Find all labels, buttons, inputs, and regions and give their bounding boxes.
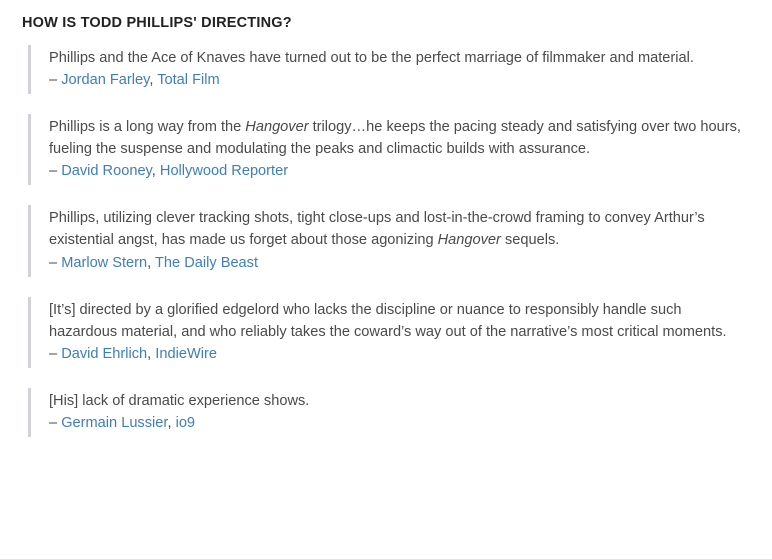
list-item (28, 114, 752, 185)
quote-list (22, 45, 752, 437)
quote-text-part: sequels. (500, 232, 560, 249)
attribution-publication-link[interactable]: IndieWire (155, 345, 217, 362)
attribution-publication-link[interactable]: The Daily Beast (155, 254, 259, 271)
quote-attribution (49, 70, 752, 92)
attribution-dash: – (49, 163, 58, 180)
attribution-separator: , (147, 254, 152, 271)
list-item (28, 45, 752, 94)
quote-text-italic: Hangover (437, 232, 501, 249)
list-item (28, 205, 752, 276)
quote-attribution (49, 253, 752, 275)
attribution-separator: , (167, 414, 172, 431)
list-item (28, 297, 752, 368)
quote-text-part: trilogy…he keeps the pacing steady and satisfying over two hours, fueling the suspense and modulating the peaks and climactic builds with assurance. (49, 119, 741, 158)
attribution-author-link[interactable]: Jordan Farley (61, 72, 150, 89)
attribution-dash: – (49, 72, 58, 89)
attribution-author-link[interactable]: Marlow Stern (61, 254, 148, 271)
attribution-publication-link[interactable]: Hollywood Reporter (159, 163, 289, 180)
attribution-author-link[interactable]: Germain Lussier (61, 414, 168, 431)
list-item (28, 388, 752, 437)
attribution-separator: , (147, 345, 152, 362)
quote-text (49, 207, 752, 251)
attribution-separator: , (151, 163, 156, 180)
quote-text (49, 299, 752, 343)
quote-text (49, 47, 752, 69)
attribution-publication-link[interactable]: io9 (175, 414, 196, 431)
quote-attribution (49, 344, 752, 366)
attribution-publication-link[interactable]: Total Film (157, 72, 220, 89)
quote-text (49, 390, 752, 412)
quote-text-part: [It’s] directed by a glorified edgelord who lacks the discipline or nuance to responsibly handle such hazardous material, and who reliably takes the coward’s way out of the narrative’s most critical moments. (49, 301, 727, 340)
quote-text-part: [His] lack of dramatic experience shows. (49, 392, 310, 409)
quote-attribution (49, 413, 752, 435)
attribution-author-link[interactable]: David Rooney (61, 163, 152, 180)
attribution-dash: – (49, 414, 58, 431)
attribution-dash: – (49, 254, 58, 271)
quote-text-italic: Hangover (245, 119, 309, 136)
quote-text (49, 116, 752, 160)
quote-text-part: Phillips is a long way from the (49, 119, 246, 136)
page-title: HOW IS TODD PHILLIPS' DIRECTING? (22, 15, 292, 31)
attribution-separator: , (149, 72, 154, 89)
quote-attribution (49, 161, 752, 183)
quote-text-part: Phillips and the Ace of Knaves have turned out to be the perfect marriage of filmmaker and material. (49, 50, 694, 66)
quote-text-part: Phillips, utilizing clever tracking shots, tight close-ups and lost-in-the-crowd framing to convey Arthur’s existential angst, has made us forget about those agonizing (49, 210, 705, 249)
attribution-dash: – (49, 345, 58, 362)
attribution-author-link[interactable]: David Ehrlich (61, 345, 148, 362)
